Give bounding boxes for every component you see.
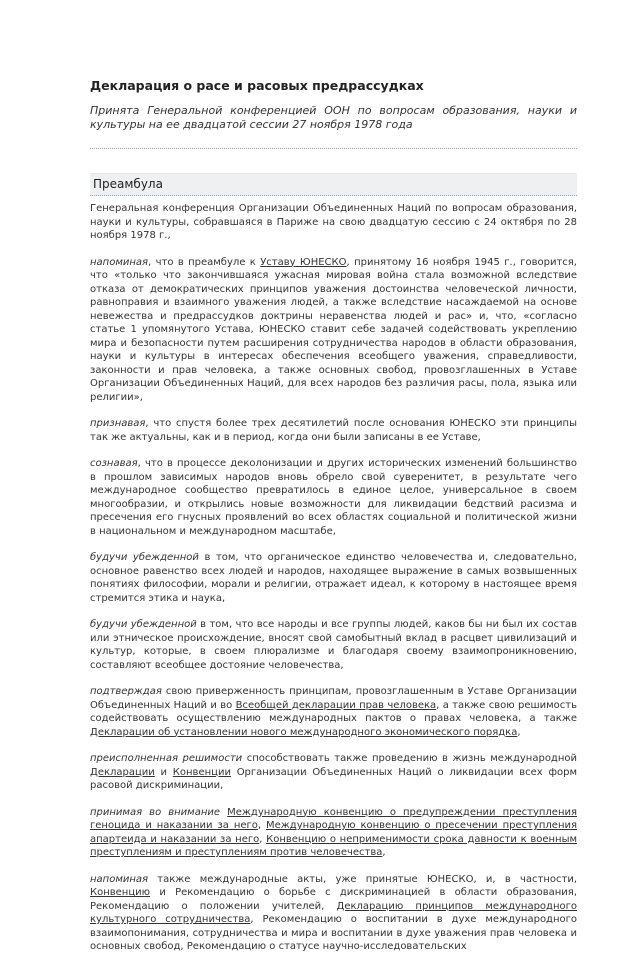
document-link[interactable]: Международную конвенцию о предупреждении преступления геноцида и наказании за него xyxy=(90,806,578,831)
paragraph-text: и Рекомендацию о борьбе с дискриминацией в области образования, Рекомендацию о положении учителей, xyxy=(90,887,577,912)
paragraph xyxy=(90,202,577,243)
document-link[interactable]: Конвенцию xyxy=(90,887,151,898)
paragraph-text: Генеральная конференция Организации Объединенных Наций по вопросам образования, науки и культуры, собравшаяся в Париже на свою двадцатую сессию с 24 октября по 28 ноября 1978 г., xyxy=(90,203,577,241)
paragraph-text: , xyxy=(257,820,266,831)
paragraph-lead-in: сознавая xyxy=(90,458,138,469)
paragraph-text: свою приверженность принципам, провозглашенным в Уставе Организации Объединенных Наций и во xyxy=(90,686,577,711)
paragraph-lead-in: будучи убежденной xyxy=(90,552,199,563)
paragraph-text: , что в процессе деколонизации и других исторических изменений большинство в прошлом зависимых народов вновь обрело свой суверенитет, в результате чего международное сообщество превратилось в единое целое, универсальное в своем многообразии, и открылись новые возможности для ликвидации бедствий расизма и пресечения его гнусных проявлений во всех областях социальной и политической жизни в национальном и международном масштабе, xyxy=(90,458,577,537)
document-link[interactable]: Конвенции xyxy=(172,766,231,778)
document-link[interactable]: Декларацию принципов международного культурного сотрудничества xyxy=(90,900,577,925)
preamble-paragraphs xyxy=(90,202,577,954)
paragraph-text: , xyxy=(517,726,521,738)
document-subtitle: Принята Генеральной конференцией ООН по вопросам образования, науки и культуры на ее двадцатой сессии 27 ноября 1978 года xyxy=(90,104,577,131)
document-link[interactable]: Уставу ЮНЕСКО xyxy=(260,256,347,268)
paragraph-text: , принятому 16 ноября 1945 г., говорится, что «только что закончившаяся ужасная мировая война стала возможной вследствие отказа от демократических принципов уважения достоинства человеческой личности, равноправия и взаимного уважения людей, а также вследствие насаждаемой на основе невежества и предрассудков доктрины неравенства людей и рас» и, что, «согласно статье 1 упомянутого Устава, ЮНЕСКО ставит себе задачей содействовать укреплению мира и безопасности путем расширения сотрудничества народов в области образования, науки и культуры в интересах обеспечения всеобщего уважения, справедливости, законности и прав человека, а также основных свобод, провозглашенных в Уставе Организации Объединенных Наций, для всех народов без различия расы, пола, языка или религии», xyxy=(90,256,577,403)
paragraph-lead-in: признавая xyxy=(90,418,146,429)
document-link[interactable]: Международную конвенцию о пресечении преступления апартеида и наказании за него xyxy=(90,820,577,845)
paragraph xyxy=(90,873,577,954)
paragraph-text: Организации Объединенных Наций о ликвидации всех форм расовой дискриминации, xyxy=(90,766,578,791)
dotted-divider xyxy=(90,148,577,149)
paragraph-text: , что в преамбуле к xyxy=(148,256,261,268)
paragraph xyxy=(90,685,577,739)
section-header-preamble: Преамбула xyxy=(90,173,577,196)
paragraph-text: и xyxy=(154,766,173,778)
paragraph-text: в том, что все народы и все группы людей, каков бы ни был их состав или этническое происхождение, вносят свой самобытный вклад в расцвет цивилизаций и культур, которые, в своем плюрализме и благодаря своему взаимопроникновению, составляют всеобщее достояние человечества, xyxy=(90,619,577,671)
paragraph-text: способствовать также проведению в жизнь международной xyxy=(242,753,578,764)
paragraph xyxy=(90,752,577,793)
page-title: Декларация о расе и расовых предрассудках xyxy=(90,78,424,93)
paragraph xyxy=(90,417,577,444)
document-link[interactable]: Декларации об установлении нового международного экономического порядка xyxy=(90,726,518,738)
paragraph-lead-in: напоминая xyxy=(90,256,149,268)
paragraph-text: также международные акты, уже принятые ЮНЕСКО, и, в частности, xyxy=(148,873,577,885)
paragraph xyxy=(90,256,577,405)
paragraph xyxy=(90,551,577,605)
paragraph xyxy=(90,618,577,672)
paragraph-lead-in: подтверждая xyxy=(90,686,162,697)
paragraph-text: , xyxy=(382,847,386,858)
paragraph xyxy=(90,806,577,860)
paragraph-lead-in: преисполненная решимости xyxy=(90,753,243,764)
paragraph-text: в том, что органическое единство человечества и, следовательно, основное равенство всех людей и народов, находящее выражение в самых возвышенных понятиях философии, морали и религии, отражает идеал, к которому в настоящее время стремится этика и наука, xyxy=(90,552,577,604)
paragraph-lead-in: будучи убежденной xyxy=(90,619,197,630)
document-link[interactable]: Всеобщей декларации прав человека xyxy=(235,699,437,711)
document-link[interactable]: Декларации xyxy=(90,766,155,778)
document-link[interactable]: Конвенцию о неприменимости срока давности к военным преступлениям и преступлениям против человечества xyxy=(90,833,578,858)
document-page xyxy=(90,70,577,967)
paragraph-text: , xyxy=(259,833,267,845)
paragraph-lead-in: принимая во внимание xyxy=(90,806,221,818)
paragraph xyxy=(90,457,577,538)
paragraph-text: , а также свою решимость содействовать осуществлению международных пактов о правах человека, а также xyxy=(90,699,578,724)
paragraph-text: , что спустя более трех десятилетий после основания ЮНЕСКО эти принципы так же актуальны, как и в период, когда они были записаны в ее Уставе, xyxy=(90,418,577,443)
paragraph-lead-in: напоминая xyxy=(90,873,149,885)
paragraph-text: , Рекомендацию о воспитании в духе международного взаимопонимания, сотрудничества и мира и воспитании в духе уважения прав человека и основных свобод, Рекомендацию о статусе научно-исследовательских xyxy=(90,914,577,952)
